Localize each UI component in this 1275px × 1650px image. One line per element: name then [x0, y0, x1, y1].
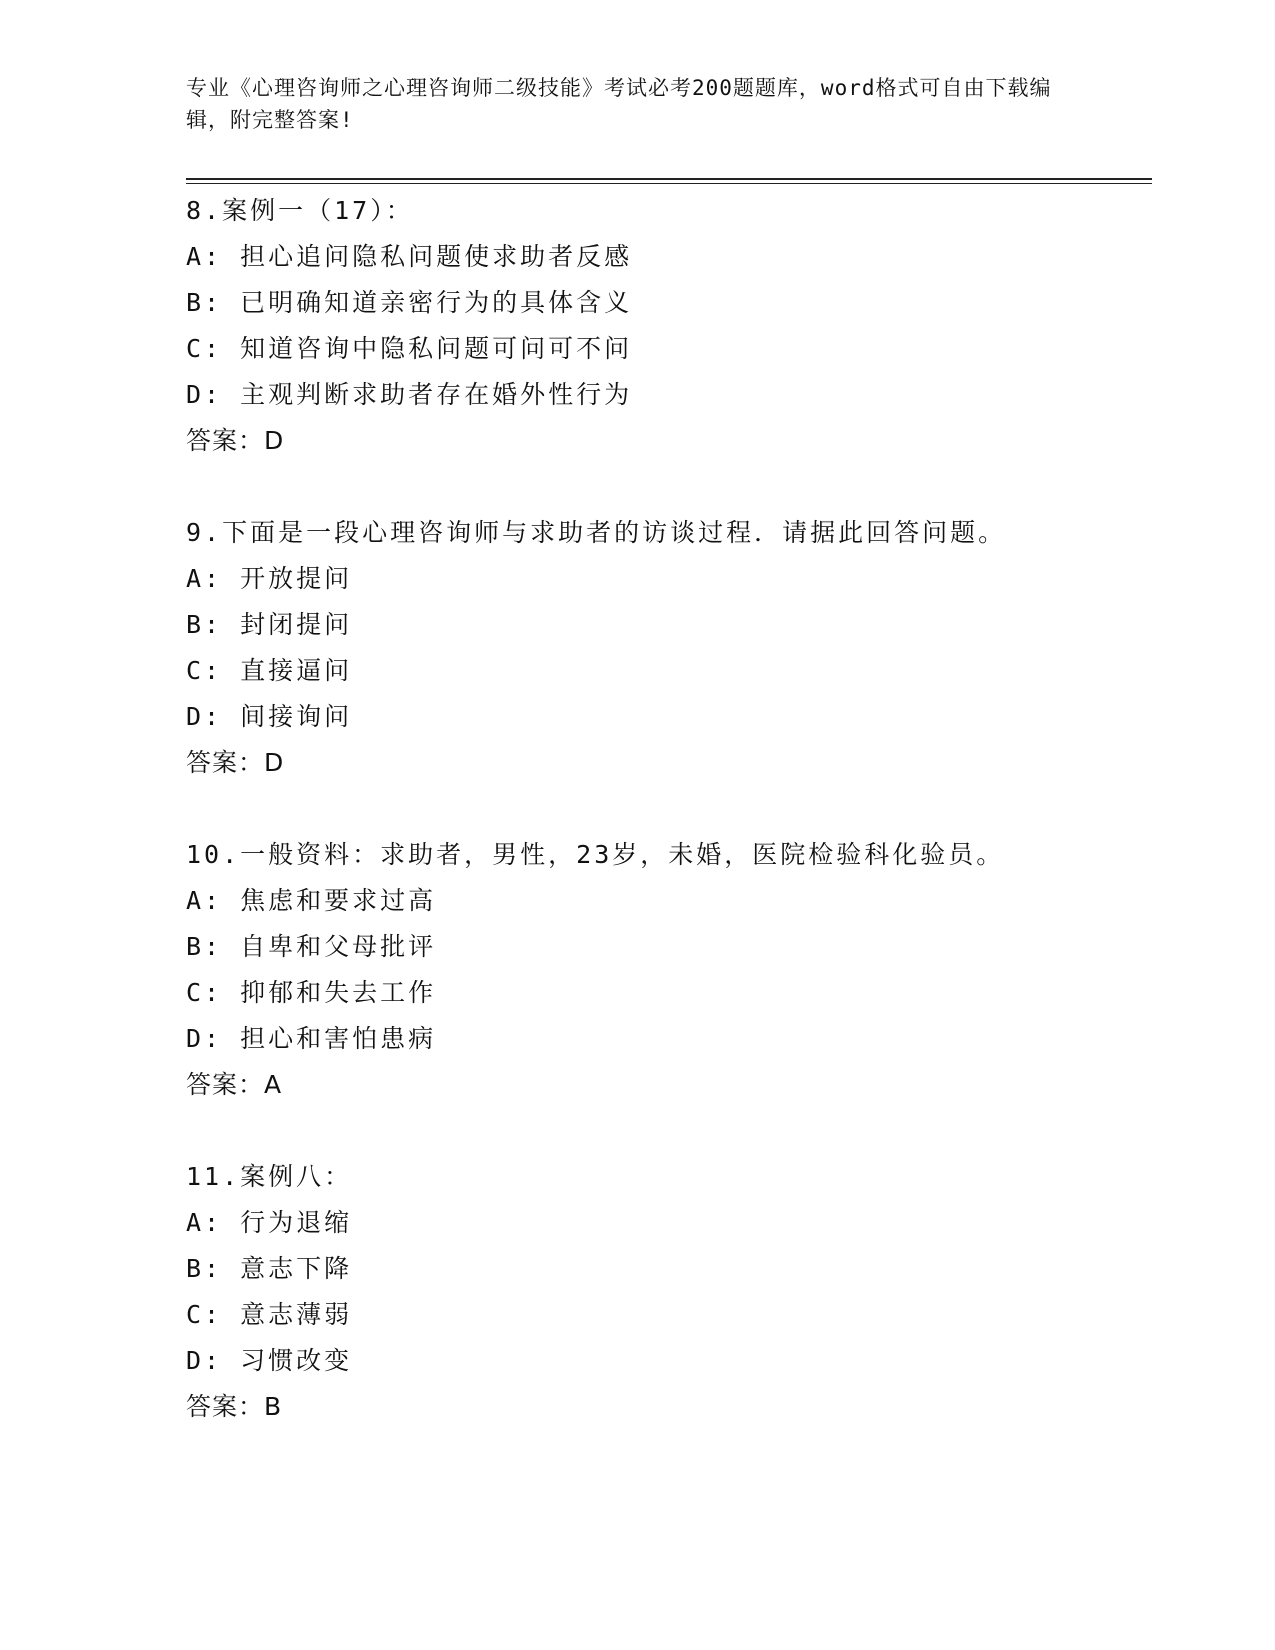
answer-text: 答案：D — [186, 748, 285, 777]
option-b: B: 意志下降 — [186, 1254, 353, 1283]
question-stem: 11.案例八： — [186, 1162, 353, 1191]
option-b: B: 封闭提问 — [186, 610, 353, 639]
answer-text: 答案：D — [186, 426, 285, 455]
answer-text: 答案：B — [186, 1392, 283, 1421]
question-11 — [186, 1154, 1152, 1430]
header-divider-thick — [186, 178, 1152, 180]
option-d: D: 习惯改变 — [186, 1346, 353, 1375]
question-stem: 10.一般资料：求助者，男性，23岁，未婚，医院检验科化验员。 — [186, 840, 1005, 869]
question-9 — [186, 510, 1152, 786]
option-a: A: 焦虑和要求过高 — [186, 886, 437, 915]
option-c: C: 直接逼问 — [186, 656, 353, 685]
option-c: C: 抑郁和失去工作 — [186, 978, 437, 1007]
question-list — [186, 188, 1152, 1430]
answer-text: 答案：A — [186, 1070, 283, 1099]
question-10 — [186, 832, 1152, 1108]
option-b: B: 自卑和父母批评 — [186, 932, 437, 961]
option-a: A: 开放提问 — [186, 564, 353, 593]
document-header: 专业《心理咨询师之心理咨询师二级技能》考试必考200题题库，word格式可自由下载编辑，附完整答案! — [186, 76, 1052, 132]
option-d: D: 主观判断求助者存在婚外性行为 — [186, 380, 633, 409]
option-a: A: 行为退缩 — [186, 1208, 353, 1237]
header-divider-thin — [186, 183, 1152, 184]
option-c: C: 知道咨询中隐私问题可问可不问 — [186, 334, 633, 363]
question-stem: 8.案例一（17）： — [186, 196, 414, 225]
option-c: C: 意志薄弱 — [186, 1300, 353, 1329]
option-d: D: 担心和害怕患病 — [186, 1024, 437, 1053]
option-d: D: 间接询问 — [186, 702, 353, 731]
question-stem: 9.下面是一段心理咨询师与求助者的访谈过程．请据此回答问题。 — [186, 518, 1007, 547]
option-a: A: 担心追问隐私问题使求助者反感 — [186, 242, 633, 271]
option-b: B: 已明确知道亲密行为的具体含义 — [186, 288, 633, 317]
question-8 — [186, 188, 1152, 464]
